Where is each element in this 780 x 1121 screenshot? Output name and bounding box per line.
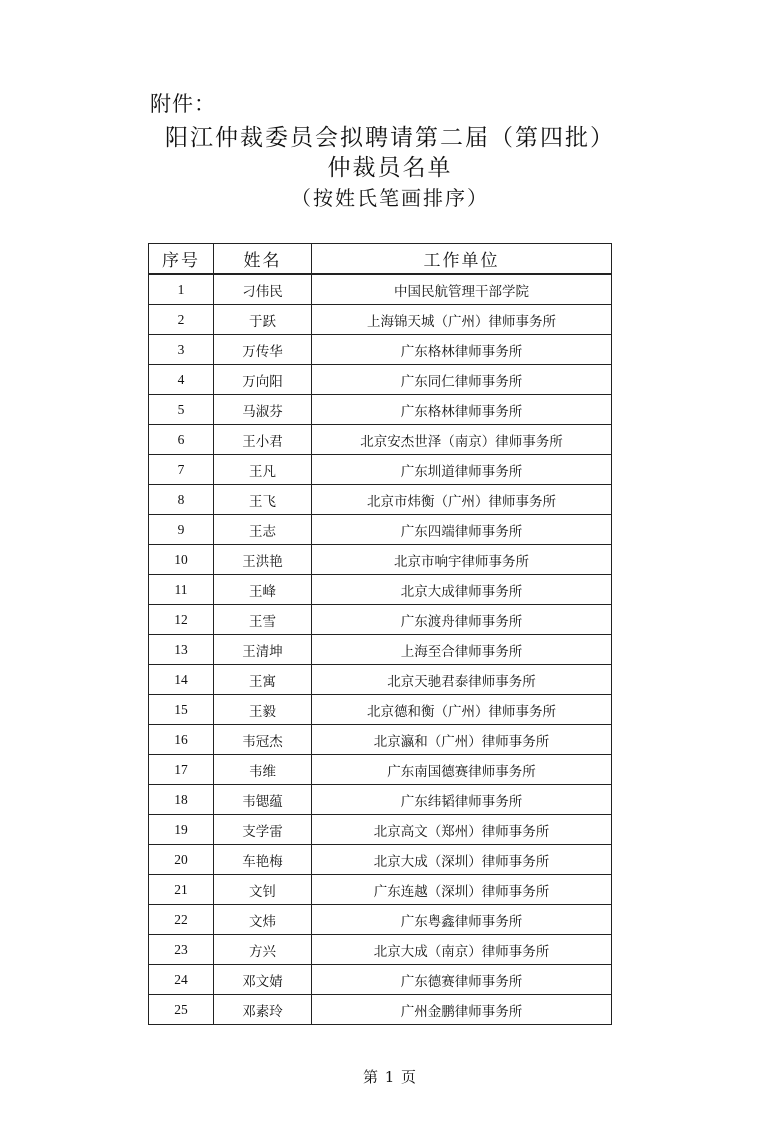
row-index: 21 (149, 875, 214, 905)
table-row (149, 785, 612, 815)
table-row (149, 395, 612, 425)
table-row (149, 335, 612, 365)
row-index: 20 (149, 845, 214, 875)
table-header-row (149, 244, 612, 275)
table-row (149, 515, 612, 545)
row-name: 万向阳 (214, 365, 312, 395)
table-row (149, 365, 612, 395)
row-name: 邓素玲 (214, 995, 312, 1025)
row-employer: 北京大成（深圳）律师事务所 (312, 845, 612, 875)
row-employer: 上海锦天城（广州）律师事务所 (312, 305, 612, 335)
row-index: 24 (149, 965, 214, 995)
document-title (0, 123, 780, 213)
row-employer: 广东格林律师事务所 (312, 395, 612, 425)
row-index: 12 (149, 605, 214, 635)
table-row (149, 425, 612, 455)
row-name: 王寓 (214, 665, 312, 695)
table-row (149, 605, 612, 635)
table-row (149, 935, 612, 965)
row-name: 王小君 (214, 425, 312, 455)
row-index: 25 (149, 995, 214, 1025)
header-name: 姓名 (214, 244, 312, 275)
row-index: 4 (149, 365, 214, 395)
table-row (149, 845, 612, 875)
table-row (149, 545, 612, 575)
header-index: 序号 (149, 244, 214, 275)
table-row (149, 665, 612, 695)
row-employer: 广州金鹏律师事务所 (312, 995, 612, 1025)
table-row (149, 274, 612, 305)
title-line-main: 阳江仲裁委员会拟聘请第二届（第四批） (165, 125, 615, 151)
row-employer: 广东同仁律师事务所 (312, 365, 612, 395)
row-name: 王雪 (214, 605, 312, 635)
table-row (149, 725, 612, 755)
table-row (149, 635, 612, 665)
row-employer: 北京天驰君泰律师事务所 (312, 665, 612, 695)
row-name: 邓文婧 (214, 965, 312, 995)
row-index: 22 (149, 905, 214, 935)
row-name: 文炜 (214, 905, 312, 935)
row-index: 13 (149, 635, 214, 665)
table-row (149, 575, 612, 605)
row-name: 王凡 (214, 455, 312, 485)
row-name: 方兴 (214, 935, 312, 965)
table-row (149, 755, 612, 785)
row-name: 于跃 (214, 305, 312, 335)
row-index: 8 (149, 485, 214, 515)
row-index: 16 (149, 725, 214, 755)
row-name: 王志 (214, 515, 312, 545)
row-employer: 广东粤鑫律师事务所 (312, 905, 612, 935)
row-name: 车艳梅 (214, 845, 312, 875)
row-name: 王毅 (214, 695, 312, 725)
row-name: 马淑芬 (214, 395, 312, 425)
table-row (149, 875, 612, 905)
row-employer: 广东德赛律师事务所 (312, 965, 612, 995)
row-index: 6 (149, 425, 214, 455)
table-row (149, 815, 612, 845)
row-index: 3 (149, 335, 214, 365)
row-index: 1 (149, 274, 214, 305)
row-employer: 北京大成律师事务所 (312, 575, 612, 605)
header-employer: 工作单位 (312, 244, 612, 275)
row-index: 5 (149, 395, 214, 425)
row-name: 王洪艳 (214, 545, 312, 575)
row-index: 9 (149, 515, 214, 545)
row-index: 2 (149, 305, 214, 335)
row-name: 万传华 (214, 335, 312, 365)
row-employer: 北京市炜衡（广州）律师事务所 (312, 485, 612, 515)
row-index: 7 (149, 455, 214, 485)
row-employer: 北京安杰世泽（南京）律师事务所 (312, 425, 612, 455)
row-employer: 北京高文（郑州）律师事务所 (312, 815, 612, 845)
table-row (149, 695, 612, 725)
row-name: 王清坤 (214, 635, 312, 665)
table-row (149, 905, 612, 935)
page-number: 第 1 页 (362, 1068, 418, 1086)
row-employer: 广东渡舟律师事务所 (312, 605, 612, 635)
row-index: 18 (149, 785, 214, 815)
table-row (149, 305, 612, 335)
row-index: 19 (149, 815, 214, 845)
attachment-label: 附件： (150, 92, 216, 116)
row-name: 刁伟民 (214, 274, 312, 305)
row-index: 23 (149, 935, 214, 965)
row-employer: 中国民航管理干部学院 (312, 274, 612, 305)
row-employer: 广东纬韬律师事务所 (312, 785, 612, 815)
row-employer: 广东连越（深圳）律师事务所 (312, 875, 612, 905)
row-name: 王飞 (214, 485, 312, 515)
arbitrator-table (148, 243, 612, 1025)
row-employer: 上海至合律师事务所 (312, 635, 612, 665)
row-index: 11 (149, 575, 214, 605)
row-index: 14 (149, 665, 214, 695)
row-employer: 北京德和衡（广州）律师事务所 (312, 695, 612, 725)
row-employer: 广东南国德赛律师事务所 (312, 755, 612, 785)
row-employer: 北京瀛和（广州）律师事务所 (312, 725, 612, 755)
title-line-list: 仲裁员名单 (327, 155, 453, 181)
row-name: 韦维 (214, 755, 312, 785)
table-row (149, 995, 612, 1025)
row-name: 王峰 (214, 575, 312, 605)
title-line-sort-note: （按姓氏笔画排序） (291, 186, 489, 210)
row-employer: 广东格林律师事务所 (312, 335, 612, 365)
row-employer: 北京市响宇律师事务所 (312, 545, 612, 575)
row-index: 10 (149, 545, 214, 575)
row-index: 17 (149, 755, 214, 785)
row-name: 支学雷 (214, 815, 312, 845)
row-name: 文钊 (214, 875, 312, 905)
row-name: 韦冠杰 (214, 725, 312, 755)
table-row (149, 485, 612, 515)
row-employer: 北京大成（南京）律师事务所 (312, 935, 612, 965)
table-body (149, 274, 612, 1025)
row-name: 韦锶蕴 (214, 785, 312, 815)
row-index: 15 (149, 695, 214, 725)
table-row (149, 455, 612, 485)
table-row (149, 965, 612, 995)
row-employer: 广东圳道律师事务所 (312, 455, 612, 485)
row-employer: 广东四端律师事务所 (312, 515, 612, 545)
